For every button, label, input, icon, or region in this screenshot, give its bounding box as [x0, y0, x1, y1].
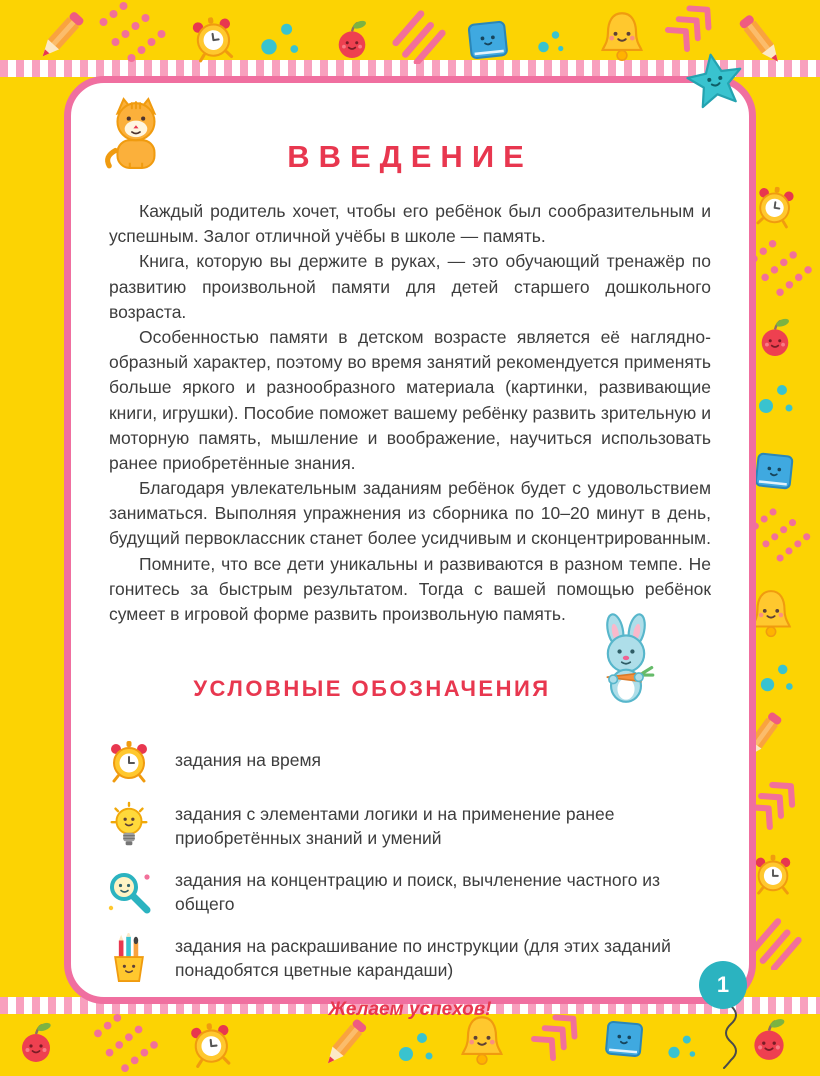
magnifier-icon — [105, 867, 153, 917]
light-bulb-icon — [105, 801, 153, 851]
legend-item-text: задания на концентрацию и поиск, вычленение частного из общего — [175, 869, 661, 915]
alarm-clock-icon — [185, 9, 241, 65]
legend-header — [109, 669, 711, 709]
legend-item-text: задания на время — [175, 749, 322, 770]
star-icon — [682, 47, 749, 112]
legend-item-text: задания на раскрашивание по инструкции (для этих заданий понадобятся цветные карандаши) — [175, 935, 671, 981]
rabbit-icon — [585, 613, 667, 709]
teal-dots-icon — [666, 1030, 698, 1062]
teal-dots-icon — [756, 378, 796, 418]
closing-text: Желаем успехов! — [328, 999, 492, 1021]
alarm-clock-icon — [749, 179, 801, 231]
alarm-clock-icon — [105, 735, 153, 785]
apple-icon — [756, 316, 794, 358]
pink-dots-icon — [90, 1014, 162, 1072]
pencil-icon — [30, 4, 92, 69]
alarm-clock-icon — [750, 850, 796, 896]
teal-dots-icon — [258, 16, 302, 60]
apple-icon — [333, 18, 371, 60]
teal-dots-icon — [758, 658, 796, 696]
book-icon — [600, 1018, 647, 1062]
pink-chevrons-icon — [660, 0, 726, 57]
page-title: ВВЕДЕНИЕ — [287, 139, 533, 174]
pink-dots-icon — [95, 2, 170, 62]
legend-item — [109, 735, 711, 785]
paragraph-4: Благодаря увлекательным заданиям ребёнок будет с удовольствием заниматься. Выполняя упражнения из сборника по 10–20 минут в день, будущий первоклассник станет более усидчивым и сконцентрированным. — [109, 478, 711, 549]
squiggle-line — [716, 1006, 746, 1076]
apple-icon — [16, 1020, 56, 1064]
legend-item — [109, 933, 711, 983]
legend-item-text: задания с элементами логики и на применение ранее приобретённых знаний и умений — [175, 803, 615, 849]
legend-title: УСЛОВНЫЕ ОБОЗНАЧЕНИЯ — [193, 676, 551, 702]
paragraph-2: Книга, которую вы держите в руках, — это обучающий тренажёр по развитию произвольной памяти для детей старшего дошкольного возраста. — [109, 251, 711, 322]
teal-dots-icon — [536, 26, 566, 56]
alarm-clock-icon — [184, 1016, 239, 1071]
pink-dots-icon — [748, 240, 814, 296]
teal-dots-icon — [396, 1026, 436, 1066]
introduction-text — [109, 199, 711, 627]
book-icon — [750, 450, 798, 494]
pink-stripes-icon — [390, 6, 448, 64]
paragraph-5: Помните, что все дети уникальны и развиваются в разном темпе. Не гонитесь за быстрым результатом. Тогда с вашей помощью ребёнок сумеет в игровой форме развить произвольную память. — [109, 553, 711, 624]
bell-icon — [598, 10, 646, 64]
pink-dots-icon — [750, 508, 812, 562]
paragraph-1: Каждый родитель хочет, чтобы его ребёнок был сообразительным и успешным. Залог отличной учёбы в школе — память. — [109, 201, 711, 247]
page-number-badge: 1 — [699, 961, 747, 1009]
bell-icon — [458, 1014, 506, 1068]
paragraph-3: Особенностью памяти в детском возрасте является её наглядно-образный характер, поэтому во время занятий рекомендуется применять больше яркого и разнообразного материала (картинки, развивающие книги, игрушки). Пособие поможет вашему ребёнку развить зрительную и моторную память, мышление и воображение, научиться использовать ранее приобретённые знания. — [109, 326, 711, 473]
content-panel — [64, 76, 756, 1021]
cat-icon — [101, 97, 173, 179]
apple-icon — [748, 1016, 790, 1062]
pink-stripes-icon — [748, 914, 804, 970]
legend-item — [109, 867, 711, 917]
pencil-cup-icon — [105, 933, 153, 983]
legend-item — [109, 801, 711, 851]
book-icon — [463, 18, 513, 65]
